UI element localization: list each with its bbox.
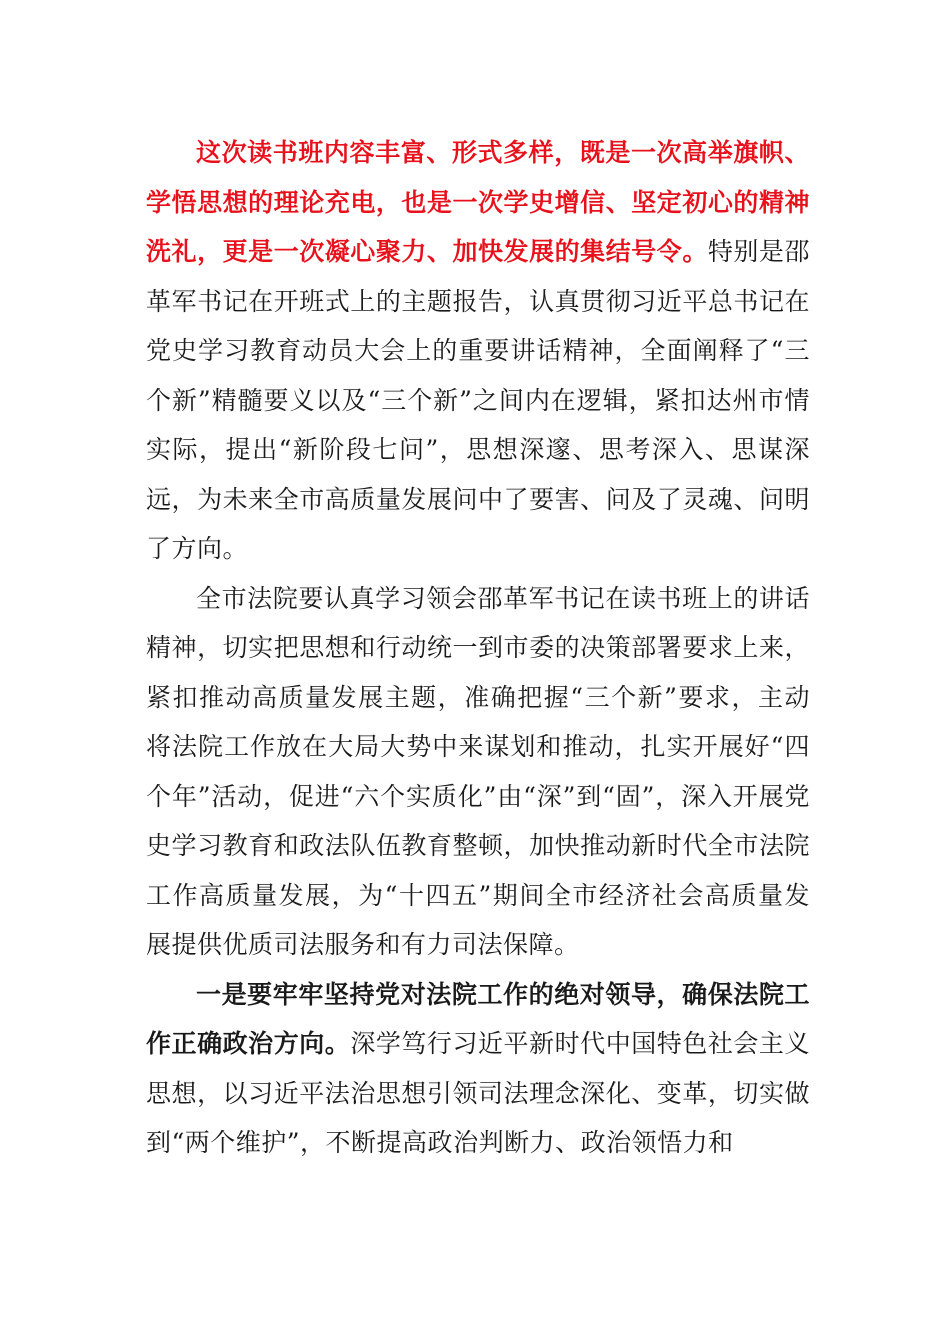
bold-lead-sentence: 一是要牢牢坚持党对法院工作的绝对领导，确保法院工作正确政治方向。 (146, 979, 810, 1058)
document-body (146, 128, 810, 1168)
paragraph-text: 全市法院要认真学习领会邵革军书记在读书班上的讲话精神，切实把思想和行动统一到市委的决策部署要求上来，紧扣推动高质量发展主题，准确把握“三个新”要求，主动将法院工作放在大局大势中来谋划和推动，扎实开展好“四个年”活动，促进“六个实质化”由“深”到“固”，深入开展党史学习教育和政法队伍教育整顿，加快推动新时代全市法院工作高质量发展，为“十四五”期间全市经济社会高质量发展提供优质司法服务和有力司法保障。 (146, 583, 810, 959)
paragraph-text: 深学笃行习近平新时代中国特色社会主义思想，以习近平法治思想引领司法理念深化、变革，切实做到“两个维护”，不断提高政治判断力、政治领悟力和 (146, 1029, 810, 1157)
paragraph-reading-class (146, 128, 810, 574)
highlighted-lead-sentence: 这次读书班内容丰富、形式多样，既是一次高举旗帜、学悟思想的理论充电，也是一次学史增信、坚定初心的精神洗礼，更是一次凝心聚力、加快发展的集结号令。 (146, 138, 810, 266)
paragraph-court-study (146, 574, 810, 970)
paragraph-party-leadership (146, 970, 810, 1168)
paragraph-text: 特别是邵革军书记在开班式上的主题报告，认真贯彻习近平总书记在党史学习教育动员大会上的重要讲话精神，全面阐释了“三个新”精髓要义以及“三个新”之间内在逻辑，紧扣达州市情实际，提出“新阶段七问”，思想深邃、思考深入、思谋深远，为未来全市高质量发展问中了要害、问及了灵魂、问明了方向。 (146, 237, 810, 563)
